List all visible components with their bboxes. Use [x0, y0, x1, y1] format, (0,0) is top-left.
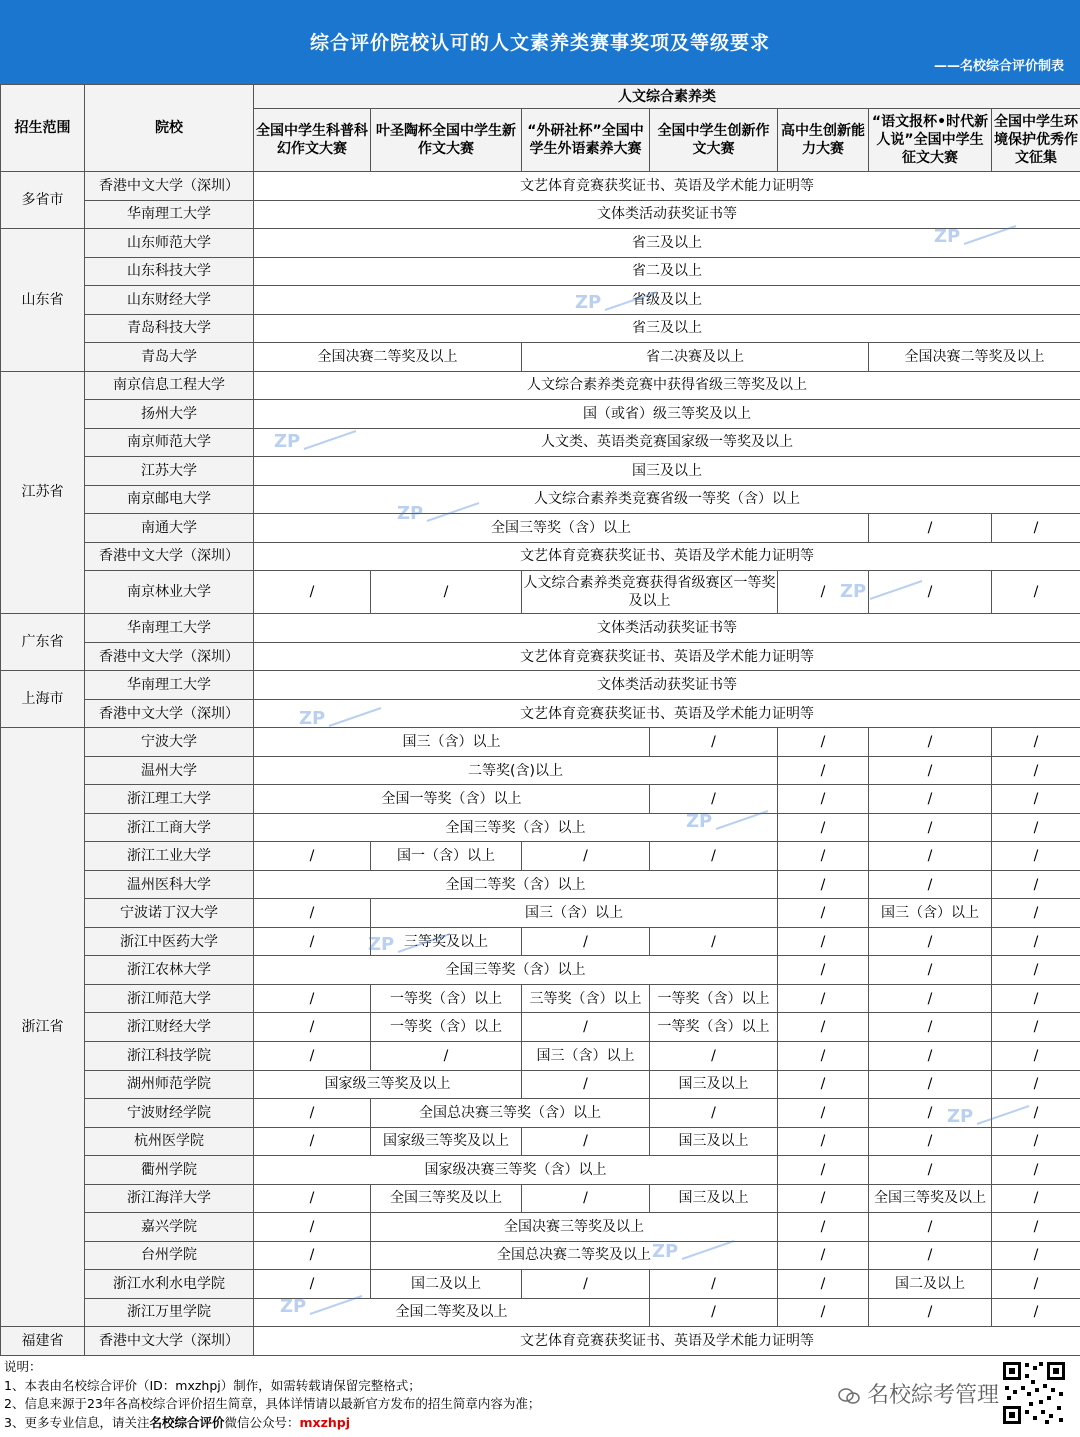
requirement-cell: 全国三等奖（含）以上: [254, 956, 778, 985]
school-cell: 浙江中医药大学: [85, 927, 254, 956]
not-applicable-cell: /: [778, 813, 869, 842]
requirement-cell: 三等奖及以上: [371, 927, 522, 956]
not-applicable-cell: /: [869, 842, 992, 871]
not-applicable-cell: /: [869, 1213, 992, 1242]
not-applicable-cell: /: [778, 870, 869, 899]
note-line: 2、信息来源于23年各高校综合评价招生简章，具体详情请以最新官方发布的招生简章内容为准；: [4, 1396, 541, 1411]
school-cell: 浙江工商大学: [85, 813, 254, 842]
school-cell: 青岛科技大学: [85, 314, 254, 343]
not-applicable-cell: /: [254, 1270, 371, 1299]
not-applicable-cell: /: [522, 927, 650, 956]
school-cell: 南京邮电大学: [85, 485, 254, 514]
table-row: [1, 514, 1080, 543]
not-applicable-cell: /: [869, 1013, 992, 1042]
svg-text:ZP: ZP: [652, 1241, 679, 1262]
requirement-cell: 国（或省）级三等奖及以上: [254, 400, 1080, 429]
requirement-cell: 人文综合素养类竞赛中获得省级三等奖及以上: [254, 371, 1080, 400]
requirement-cell: 全国总决赛二等奖及以上: [371, 1241, 778, 1270]
table-row: [1, 428, 1080, 457]
note-line: [4, 1414, 984, 1433]
not-applicable-cell: /: [650, 785, 778, 814]
requirement-cell: 国一（含）以上: [371, 842, 522, 871]
table-row: [1, 1013, 1080, 1042]
title-banner: [0, 0, 1080, 84]
school-cell: 杭州医学院: [85, 1127, 254, 1156]
notes: [4, 1358, 984, 1432]
requirement-cell: 国家级决赛三等奖（含）以上: [254, 1156, 778, 1185]
not-applicable-cell: /: [778, 728, 869, 757]
school-cell: 台州学院: [85, 1241, 254, 1270]
not-applicable-cell: /: [992, 514, 1080, 543]
not-applicable-cell: /: [869, 956, 992, 985]
svg-text:ZP: ZP: [299, 708, 326, 729]
not-applicable-cell: /: [778, 1156, 869, 1185]
not-applicable-cell: /: [992, 927, 1080, 956]
table-row: [1, 485, 1080, 514]
requirement-cell: 国三及以上: [254, 457, 1080, 486]
not-applicable-cell: /: [254, 842, 371, 871]
school-cell: 香港中文大学（深圳）: [85, 1327, 254, 1356]
not-applicable-cell: /: [522, 1013, 650, 1042]
requirement-cell: 全国决赛二等奖及以上: [254, 343, 522, 372]
not-applicable-cell: /: [778, 1041, 869, 1070]
school-cell: 南京信息工程大学: [85, 371, 254, 400]
table-row: [1, 842, 1080, 871]
not-applicable-cell: /: [254, 927, 371, 956]
table-row: [1, 343, 1080, 372]
column-header-school: 院校: [85, 85, 254, 172]
not-applicable-cell: /: [869, 514, 992, 543]
school-cell: 嘉兴学院: [85, 1213, 254, 1242]
school-cell: 浙江科技学院: [85, 1041, 254, 1070]
requirement-cell: 省三及以上: [254, 314, 1080, 343]
not-applicable-cell: /: [992, 1127, 1080, 1156]
table-row: [1, 286, 1080, 315]
school-cell: 南通大学: [85, 514, 254, 543]
school-cell: 华南理工大学: [85, 200, 254, 229]
not-applicable-cell: /: [778, 756, 869, 785]
not-applicable-cell: /: [869, 927, 992, 956]
not-applicable-cell: /: [992, 1099, 1080, 1128]
svg-text:ZP: ZP: [840, 581, 867, 602]
requirement-cell: 全国三等奖及以上: [869, 1184, 992, 1213]
svg-text:ZP: ZP: [280, 1296, 307, 1317]
not-applicable-cell: /: [778, 1241, 869, 1270]
table-row: [1, 614, 1080, 643]
requirement-cell: 三等奖（含）以上: [522, 984, 650, 1013]
school-cell: 南京师范大学: [85, 428, 254, 457]
table-row: [1, 699, 1080, 728]
requirement-cell: 国家级三等奖及以上: [371, 1127, 522, 1156]
qr-code-icon: [1001, 1360, 1067, 1426]
requirement-cell: 人文综合素养类竞赛省级一等奖（含）以上: [254, 485, 1080, 514]
requirement-cell: 全国总决赛三等奖（含）以上: [371, 1099, 650, 1128]
table-row: [1, 1241, 1080, 1270]
requirement-cell: 国家级三等奖及以上: [254, 1070, 522, 1099]
not-applicable-cell: /: [371, 571, 522, 614]
table-row: [1, 172, 1080, 201]
note-text: 微信公众号：: [224, 1414, 300, 1430]
school-cell: 浙江工业大学: [85, 842, 254, 871]
school-cell: 扬州大学: [85, 400, 254, 429]
not-applicable-cell: /: [992, 728, 1080, 757]
requirement-cell: 一等奖（含）以上: [650, 1013, 778, 1042]
not-applicable-cell: /: [869, 1099, 992, 1128]
requirement-cell: 二等奖(含)以上: [254, 756, 778, 785]
svg-text:ZP: ZP: [934, 226, 961, 247]
school-cell: 香港中文大学（深圳）: [85, 542, 254, 571]
not-applicable-cell: /: [992, 870, 1080, 899]
requirement-cell: 国二及以上: [371, 1270, 522, 1299]
school-cell: 温州医科大学: [85, 870, 254, 899]
requirement-cell: 国三（含）以上: [254, 728, 650, 757]
not-applicable-cell: /: [869, 1156, 992, 1185]
requirement-cell: 省二及以上: [254, 257, 1080, 286]
not-applicable-cell: /: [650, 1298, 778, 1327]
not-applicable-cell: /: [869, 870, 992, 899]
not-applicable-cell: /: [650, 728, 778, 757]
svg-text:ZP: ZP: [686, 811, 713, 832]
table-row: [1, 229, 1080, 258]
school-cell: 华南理工大学: [85, 614, 254, 643]
not-applicable-cell: /: [778, 1213, 869, 1242]
table-row: [1, 870, 1080, 899]
not-applicable-cell: /: [869, 785, 992, 814]
region-cell: 福建省: [1, 1327, 85, 1356]
table-row: [1, 899, 1080, 928]
not-applicable-cell: /: [254, 1241, 371, 1270]
requirement-cell: 人文类、英语类竞赛国家级一等奖及以上: [254, 428, 1080, 457]
not-applicable-cell: /: [254, 571, 371, 614]
table-row: [1, 542, 1080, 571]
school-cell: 山东师范大学: [85, 229, 254, 258]
school-cell: 山东财经大学: [85, 286, 254, 315]
requirement-cell: 全国三等奖（含）以上: [254, 813, 778, 842]
not-applicable-cell: /: [869, 756, 992, 785]
table-row: [1, 257, 1080, 286]
table-row: [1, 671, 1080, 700]
not-applicable-cell: /: [778, 899, 869, 928]
table-row: [1, 984, 1080, 1013]
requirement-cell: 省三及以上: [254, 229, 1080, 258]
note-text: 3、更多专业信息，请关注: [4, 1414, 150, 1430]
wechat-brand-watermark: [838, 1378, 999, 1409]
svg-text:ZP: ZP: [397, 503, 424, 524]
not-applicable-cell: /: [992, 984, 1080, 1013]
not-applicable-cell: /: [778, 927, 869, 956]
requirement-cell: 省级及以上: [254, 286, 1080, 315]
not-applicable-cell: /: [869, 1127, 992, 1156]
table-row: [1, 371, 1080, 400]
not-applicable-cell: /: [869, 984, 992, 1013]
page-subtitle: ——名校综合评价制表: [933, 59, 1064, 74]
not-applicable-cell: /: [869, 1241, 992, 1270]
school-cell: 浙江财经大学: [85, 1013, 254, 1042]
requirement-cell: 全国决赛二等奖及以上: [869, 343, 1080, 372]
not-applicable-cell: /: [992, 1184, 1080, 1213]
table-row: [1, 1184, 1080, 1213]
region-cell: 广东省: [1, 614, 85, 671]
school-cell: 香港中文大学（深圳）: [85, 642, 254, 671]
school-cell: 温州大学: [85, 756, 254, 785]
not-applicable-cell: /: [650, 1099, 778, 1128]
school-cell: 南京林业大学: [85, 571, 254, 614]
not-applicable-cell: /: [992, 956, 1080, 985]
table-row: [1, 1327, 1080, 1356]
requirement-cell: 国二及以上: [869, 1270, 992, 1299]
not-applicable-cell: /: [371, 1041, 522, 1070]
not-applicable-cell: /: [254, 1041, 371, 1070]
column-header-competition: 全国中学生创新作文大赛: [650, 109, 778, 172]
not-applicable-cell: /: [992, 1298, 1080, 1327]
not-applicable-cell: /: [869, 571, 992, 614]
table-row: [1, 1298, 1080, 1327]
school-cell: 宁波财经学院: [85, 1099, 254, 1128]
school-cell: 浙江海洋大学: [85, 1184, 254, 1213]
not-applicable-cell: /: [869, 1298, 992, 1327]
not-applicable-cell: /: [992, 813, 1080, 842]
not-applicable-cell: /: [778, 842, 869, 871]
table-body: [1, 172, 1080, 1356]
requirement-cell: 全国决赛三等奖及以上: [371, 1213, 778, 1242]
not-applicable-cell: /: [992, 1270, 1080, 1299]
requirement-cell: 文艺体育竞赛获奖证书、英语及学术能力证明等: [254, 1327, 1080, 1356]
not-applicable-cell: /: [650, 1270, 778, 1299]
column-header-competition: 叶圣陶杯全国中学生新作文大赛: [371, 109, 522, 172]
requirement-cell: 全国二等奖及以上: [254, 1298, 650, 1327]
account-name: 名校综合评价: [149, 1414, 225, 1430]
requirement-cell: 国三（含）以上: [522, 1041, 650, 1070]
requirement-cell: 人文综合素养类竞赛获得省级赛区一等奖及以上: [522, 571, 778, 614]
notes-heading: 说明：: [4, 1359, 42, 1374]
not-applicable-cell: /: [254, 1184, 371, 1213]
school-cell: 浙江水利水电学院: [85, 1270, 254, 1299]
not-applicable-cell: /: [992, 756, 1080, 785]
not-applicable-cell: /: [650, 927, 778, 956]
not-applicable-cell: /: [992, 842, 1080, 871]
table-row: [1, 956, 1080, 985]
not-applicable-cell: /: [778, 1184, 869, 1213]
table-row: [1, 1156, 1080, 1185]
requirements-table: [0, 84, 1080, 1356]
region-cell: 上海市: [1, 671, 85, 728]
requirement-cell: 全国三等奖及以上: [371, 1184, 522, 1213]
not-applicable-cell: /: [992, 1013, 1080, 1042]
not-applicable-cell: /: [992, 1213, 1080, 1242]
school-cell: 香港中文大学（深圳）: [85, 699, 254, 728]
column-header-competition: “外研社杯”全国中学生外语素养大赛: [522, 109, 650, 172]
requirement-cell: 全国二等奖（含）以上: [254, 870, 778, 899]
column-header-competition: 全国中学生环境保护优秀作文征集: [992, 109, 1080, 172]
region-cell: 江苏省: [1, 371, 85, 614]
requirement-cell: 全国三等奖（含）以上: [254, 514, 869, 543]
not-applicable-cell: /: [778, 956, 869, 985]
not-applicable-cell: /: [778, 984, 869, 1013]
not-applicable-cell: /: [992, 1041, 1080, 1070]
requirement-cell: 文体类活动获奖证书等: [254, 200, 1080, 229]
table-row: [1, 756, 1080, 785]
not-applicable-cell: /: [522, 1070, 650, 1099]
not-applicable-cell: /: [254, 1013, 371, 1042]
school-cell: 青岛大学: [85, 343, 254, 372]
requirement-cell: 省二决赛及以上: [522, 343, 869, 372]
requirement-cell: 一等奖（含）以上: [650, 984, 778, 1013]
requirement-cell: 国三及以上: [650, 1070, 778, 1099]
school-cell: 湖州师范学院: [85, 1070, 254, 1099]
requirement-cell: 文艺体育竞赛获奖证书、英语及学术能力证明等: [254, 542, 1080, 571]
table-row: [1, 1270, 1080, 1299]
table-row: [1, 642, 1080, 671]
table-row: [1, 1099, 1080, 1128]
page-title: 综合评价院校认可的人文素养类赛事奖项及等级要求: [309, 32, 770, 54]
not-applicable-cell: /: [254, 1099, 371, 1128]
table-row: [1, 1213, 1080, 1242]
not-applicable-cell: /: [778, 1099, 869, 1128]
note-line: 1、本表由名校综合评价（ID：mxzhpj）制作，如需转载请保留完整格式；: [4, 1377, 421, 1393]
not-applicable-cell: /: [992, 785, 1080, 814]
not-applicable-cell: /: [522, 1127, 650, 1156]
requirement-cell: 一等奖（含）以上: [371, 1013, 522, 1042]
not-applicable-cell: /: [778, 1070, 869, 1099]
not-applicable-cell: /: [992, 571, 1080, 614]
school-cell: 浙江理工大学: [85, 785, 254, 814]
not-applicable-cell: /: [650, 842, 778, 871]
not-applicable-cell: /: [992, 1241, 1080, 1270]
not-applicable-cell: /: [650, 1041, 778, 1070]
not-applicable-cell: /: [778, 571, 869, 614]
table-row: [1, 314, 1080, 343]
column-header-region: 招生范围: [1, 85, 85, 172]
not-applicable-cell: /: [778, 1270, 869, 1299]
wechat-icon: [838, 1387, 860, 1405]
svg-text:ZP: ZP: [575, 292, 602, 313]
not-applicable-cell: /: [869, 1041, 992, 1070]
svg-text:ZP: ZP: [274, 431, 301, 452]
requirement-cell: 文体类活动获奖证书等: [254, 671, 1080, 700]
not-applicable-cell: /: [992, 1070, 1080, 1099]
not-applicable-cell: /: [992, 1156, 1080, 1185]
not-applicable-cell: /: [869, 728, 992, 757]
table-row: [1, 1127, 1080, 1156]
table-row: [1, 1041, 1080, 1070]
school-cell: 宁波大学: [85, 728, 254, 757]
table-row: [1, 400, 1080, 429]
not-applicable-cell: /: [778, 785, 869, 814]
not-applicable-cell: /: [869, 1070, 992, 1099]
not-applicable-cell: /: [522, 1184, 650, 1213]
school-cell: 浙江师范大学: [85, 984, 254, 1013]
school-cell: 衢州学院: [85, 1156, 254, 1185]
not-applicable-cell: /: [778, 1013, 869, 1042]
requirement-cell: 一等奖（含）以上: [371, 984, 522, 1013]
school-cell: 浙江万里学院: [85, 1298, 254, 1327]
table-row: [1, 728, 1080, 757]
table-row: [1, 571, 1080, 614]
requirement-cell: 国三及以上: [650, 1184, 778, 1213]
school-cell: 宁波诺丁汉大学: [85, 899, 254, 928]
column-header-competition: 高中生创新能力大赛: [778, 109, 869, 172]
school-cell: 江苏大学: [85, 457, 254, 486]
not-applicable-cell: /: [778, 1127, 869, 1156]
group-header: 人文综合素养类: [254, 85, 1080, 109]
not-applicable-cell: /: [254, 899, 371, 928]
column-header-competition: “语文报杯•时代新人说”全国中学生征文大赛: [869, 109, 992, 172]
table-row: [1, 813, 1080, 842]
table-row: [1, 785, 1080, 814]
not-applicable-cell: /: [522, 842, 650, 871]
region-cell: 多省市: [1, 172, 85, 229]
requirement-cell: 文艺体育竞赛获奖证书、英语及学术能力证明等: [254, 172, 1080, 201]
table-row: [1, 200, 1080, 229]
column-header-competition: 全国中学生科普科幻作文大赛: [254, 109, 371, 172]
region-cell: 山东省: [1, 229, 85, 372]
not-applicable-cell: /: [869, 813, 992, 842]
not-applicable-cell: /: [254, 1127, 371, 1156]
table-row: [1, 1070, 1080, 1099]
svg-text:ZP: ZP: [947, 1106, 974, 1127]
not-applicable-cell: /: [778, 1298, 869, 1327]
region-cell: 浙江省: [1, 728, 85, 1327]
not-applicable-cell: /: [992, 899, 1080, 928]
brand-text: 名校綜考管理: [867, 1383, 1000, 1408]
account-id: mxzhpj: [299, 1414, 350, 1430]
not-applicable-cell: /: [254, 1213, 371, 1242]
svg-text:ZP: ZP: [368, 934, 395, 955]
school-cell: 香港中文大学（深圳）: [85, 172, 254, 201]
requirement-cell: 国三（含）以上: [371, 899, 778, 928]
requirement-cell: 文艺体育竞赛获奖证书、英语及学术能力证明等: [254, 642, 1080, 671]
requirement-cell: 全国一等奖（含）以上: [254, 785, 650, 814]
school-cell: 华南理工大学: [85, 671, 254, 700]
not-applicable-cell: /: [522, 1270, 650, 1299]
requirement-cell: 国三及以上: [650, 1127, 778, 1156]
school-cell: 浙江农林大学: [85, 956, 254, 985]
table-head: [1, 85, 1080, 172]
requirement-cell: 文体类活动获奖证书等: [254, 614, 1080, 643]
table-row: [1, 457, 1080, 486]
school-cell: 山东科技大学: [85, 257, 254, 286]
not-applicable-cell: /: [254, 984, 371, 1013]
requirement-cell: 文艺体育竞赛获奖证书、英语及学术能力证明等: [254, 699, 1080, 728]
table-row: [1, 927, 1080, 956]
requirement-cell: 国三（含）以上: [869, 899, 992, 928]
